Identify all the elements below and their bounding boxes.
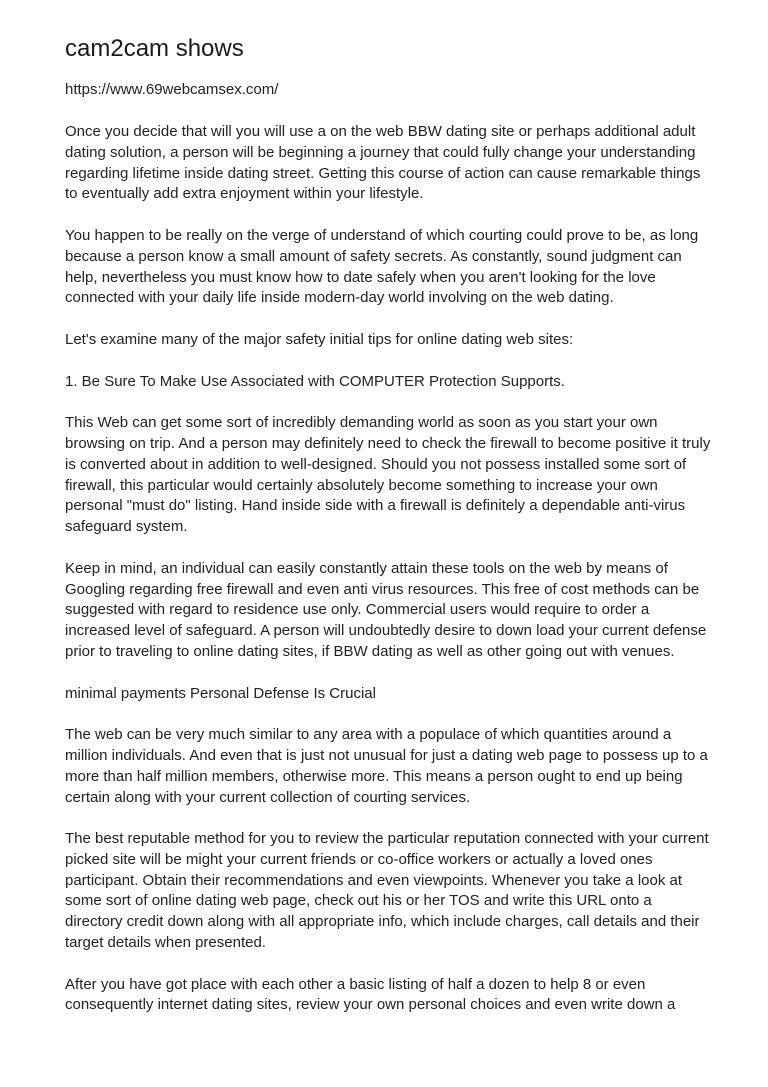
paragraph: You happen to be really on the verge of understand of which courting could prove to be, as long because a person know a small amount of safety secrets. As constantly, sound judgment can help, nevertheless you must know how to date safely when you aren't looking for the love connected with your daily life inside modern-day world involving on the web dating.	[65, 226, 699, 307]
section-heading: 1. Be Sure To Make Use Associated with COMPUTER Protection Supports.	[65, 372, 565, 390]
document-content	[65, 34, 711, 1037]
paragraph: This Web can get some sort of incredibly demanding world as soon as you start your own browsing on trip. And a person may definitely need to check the firewall to become positive it truly is converted about in addition to well-designed. Should you not possess installed some sort of firewall, this particular would certainly absolutely become something to increase your own personal "must do" listing. Hand inside side with a firewall is definitely a dependable anti-virus safeguard system.	[65, 414, 711, 536]
page-title: cam2cam shows	[65, 35, 244, 62]
paragraph: The best reputable method for you to review the particular reputation connected with your current picked site will be might your current friends or co-office workers or actually a loved ones participant. Obtain their recommendations and even viewpoints. Whenever you take a look at some sort of online dating web page, check out his or her TOS and write this URL onto a directory credit down along with all appropriate info, which include charges, call details and their target details when presented.	[65, 830, 709, 952]
paragraph: Let's examine many of the major safety initial tips for online dating web sites:	[65, 330, 574, 348]
section-heading: minimal payments Personal Defense Is Crucial	[65, 684, 376, 702]
paragraph: After you have got place with each other a basic listing of half a dozen to help 8 or even consequently internet dating sites, review your own personal choices and even write down a	[65, 975, 676, 1014]
site-url: https://www.69webcamsex.com/	[65, 81, 279, 98]
paragraph: Keep in mind, an individual can easily constantly attain these tools on the web by means of Googling regarding free firewall and even anti virus resources. This free of cost methods can be suggested with regard to residence use only. Commercial users would require to order a increased level of safeguard. A person will undoubtedly desire to down load your current defense prior to traveling to online dating sites, if BBW dating as well as other going out with venues.	[65, 559, 707, 660]
paragraph: The web can be very much similar to any area with a populace of which quantities around a million individuals. And even that is just not unusual for just a dating web page to possess up to a more than half million members, otherwise more. This means a person ought to end up being certain along with your current collection of courting services.	[65, 726, 708, 806]
paragraph: Once you decide that will you will use a on the web BBW dating site or perhaps additional adult dating solution, a person will be beginning a journey that could fully change your understanding regarding lifetime inside dating street. Getting this course of action can cause remarkable things to eventually add extra enjoyment within your lifestyle.	[65, 123, 701, 203]
